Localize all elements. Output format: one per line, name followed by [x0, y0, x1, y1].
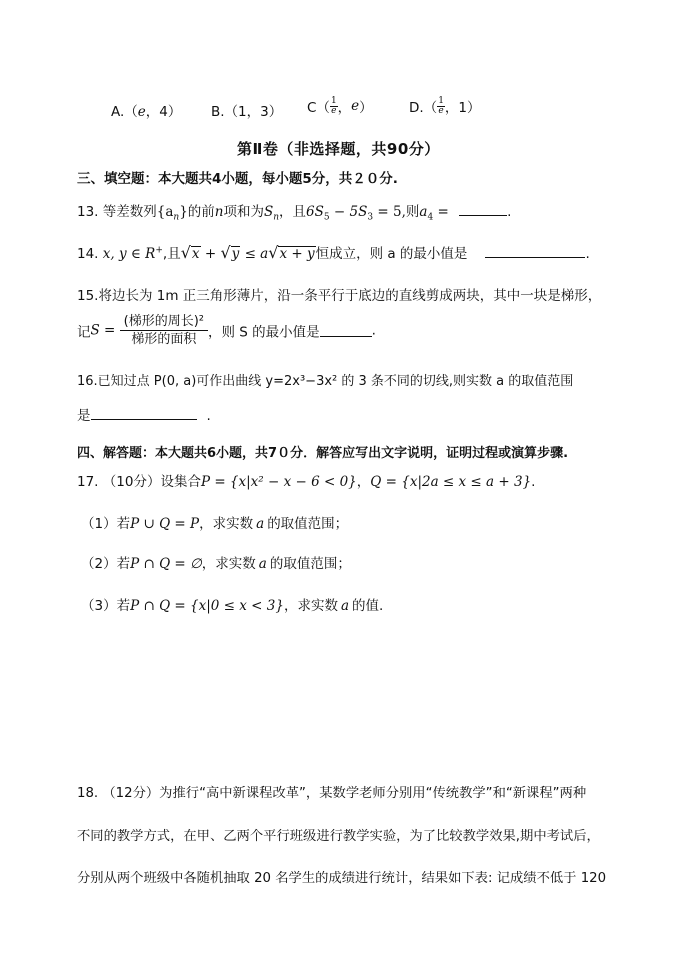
- q13-S-sub: n: [273, 212, 280, 223]
- q14-tail: 恒成立，则 a 的最小值是: [315, 246, 468, 262]
- choice-b: B.（1，3）: [211, 104, 283, 120]
- q13-mid2: 项和为: [223, 204, 264, 220]
- q14-leq: ≤ a: [240, 246, 269, 262]
- q13-then: 则: [405, 204, 420, 220]
- choice-d-label: D.（: [409, 100, 438, 116]
- q17-P-definition: P = {x|x² − x − 6 < 0}: [200, 474, 357, 490]
- choice-c-sep: ，: [337, 100, 352, 116]
- choice-c-e: e: [351, 98, 360, 114]
- q13-prefix: 13. 等差数列: [77, 204, 157, 220]
- question-18-line2: 不同的教学方式，在甲、乙两个平行班级进行教学实验，为了比较教学效果,期中考试后，: [77, 829, 600, 844]
- q14-period: .: [585, 246, 590, 262]
- question-17: [77, 470, 535, 490]
- q13-seq: {a: [156, 204, 174, 220]
- choice-c-denominator: e: [331, 105, 337, 116]
- choice-d: [409, 96, 481, 116]
- q14-comma: ,且: [162, 246, 181, 262]
- question-15-line2: [77, 313, 376, 348]
- q17-p3-end: 的值.: [352, 598, 384, 614]
- choice-c-tail: ）: [359, 100, 373, 116]
- q16-pre: 是: [77, 408, 91, 424]
- choice-c-numerator: 1: [330, 95, 337, 106]
- q14-answer-blank[interactable]: [485, 245, 585, 258]
- section2-title: 第Ⅱ卷（非选择题，共90分）: [237, 140, 440, 158]
- q17-p3-pre: （3）若: [81, 598, 131, 614]
- q17-p3-math: P ∩ Q = {x|0 ≤ x < 3}: [130, 598, 284, 614]
- q15-period: .: [371, 322, 376, 339]
- section3-heading: 三、填空题：本大题共4小题，每小题5分，共２０分.: [77, 171, 398, 187]
- q13-a4-sub: 4: [427, 212, 434, 223]
- q13-answer-blank[interactable]: [459, 203, 507, 216]
- choice-a: [111, 100, 181, 120]
- q15-S: S: [90, 322, 100, 339]
- q13-eq-sub2: 3: [367, 212, 374, 223]
- q17-p1-a: a: [256, 516, 265, 532]
- question-17-part2: [81, 552, 351, 572]
- q17-p2-pre: （2）若: [81, 556, 131, 572]
- q17-p1-math: P ∪ Q = P: [130, 516, 200, 532]
- q14-prefix: 14.: [77, 246, 99, 262]
- question-15-line1: 15.将边长为 1m 正三角形薄片，沿一条平行于底边的直线剪成两块，其中一块是梯形，: [77, 288, 602, 304]
- q13-seq-sub: n: [173, 212, 180, 223]
- choice-a-label: A.（: [111, 104, 138, 120]
- q14-sqrt-xy-sign: √: [268, 243, 279, 262]
- question-14: [77, 242, 590, 262]
- q13-eq-tail: = 5,: [373, 204, 406, 220]
- choice-a-e: e: [137, 104, 146, 120]
- q14-sqrt-xy: x + y: [279, 246, 315, 262]
- q17-p2-tail: ，求实数: [201, 556, 256, 572]
- q17-Q-definition: Q = {x|2a ≤ x ≤ a + 3}: [370, 474, 532, 490]
- q17-prefix: 17. （10分）设集合: [77, 474, 201, 490]
- choice-a-tail: ，4）: [145, 104, 182, 120]
- q17-p1-tail: ，求实数: [199, 516, 254, 532]
- q13-mid3: ，且: [279, 204, 307, 220]
- q15-answer-blank[interactable]: [320, 324, 372, 337]
- q14-sqrt-x-sign: √: [180, 243, 191, 262]
- question-17-part3: [81, 594, 383, 614]
- q13-a4: a: [419, 204, 428, 220]
- q14-plus: +: [200, 246, 221, 262]
- question-18-line3: 分别从两个班级中各随机抽取 20 名学生的成绩进行统计，结果如下表: 记成绩不低于 120: [77, 871, 607, 886]
- q13-eq-sub1: 5: [323, 212, 330, 223]
- q13-eq-mid: − 5S: [329, 204, 368, 220]
- section4-heading: 四、解答题：本大题共6小题，共7０分．解答应写出文字说明，证明过程或演算步骤.: [77, 446, 569, 461]
- q14-vars: x, y ∈ R: [102, 246, 156, 262]
- q13-a4-eq: =: [433, 204, 454, 220]
- choice-d-tail: ，1）: [444, 100, 481, 116]
- choice-d-fraction: [437, 97, 445, 116]
- q14-sqrt-x: x: [191, 246, 200, 262]
- choice-d-numerator: 1: [438, 95, 444, 106]
- q17-p3-a: a: [340, 598, 350, 614]
- q17-p2-end: 的取值范围；: [269, 556, 351, 572]
- q17-p3-tail: ，求实数: [283, 598, 338, 614]
- q16-answer-blank[interactable]: [91, 407, 197, 420]
- q15-numerator: (梯形的周长)²: [120, 313, 208, 331]
- q13-n: n: [214, 204, 224, 220]
- q17-sep: ，: [356, 474, 371, 490]
- q13-mid: 的前: [187, 204, 215, 220]
- q17-p2-math: P ∩ Q = ∅: [130, 556, 202, 572]
- q13-period: .: [507, 204, 512, 220]
- q14-vars-sup: +: [155, 245, 163, 256]
- q17-end: .: [531, 474, 536, 490]
- q14-sqrt-y: y: [231, 246, 240, 262]
- question-16-line1: 16.已知过点 P(0, a)可作出曲线 y=2x³−3x² 的 3 条不同的切线,则实数 a 的取值范围: [77, 374, 574, 389]
- q17-p1-end: 的取值范围；: [267, 516, 349, 532]
- question-13: [77, 200, 511, 223]
- question-17-part1: [81, 512, 348, 532]
- q15-denominator: 梯形的面积: [131, 332, 197, 347]
- q15-pre: 记: [77, 324, 91, 341]
- q14-sqrt-y-sign: √: [220, 243, 231, 262]
- choice-c: [307, 96, 373, 116]
- choice-d-denominator: e: [438, 105, 444, 116]
- q13-seq-close: }: [179, 204, 188, 220]
- q15-eq: =: [99, 322, 120, 339]
- choice-c-fraction: [330, 97, 338, 116]
- choice-c-label: C（: [307, 100, 330, 116]
- question-16-line2: [77, 404, 211, 424]
- q17-p1-pre: （1）若: [81, 516, 131, 532]
- q16-period: .: [206, 408, 211, 424]
- q15-fraction: [120, 313, 208, 348]
- q13-S: S: [264, 204, 274, 220]
- question-18-line1: 18. （12分）为推行“高中新课程改革”，某数学老师分别用“传统教学”和“新课程”两种: [77, 786, 587, 801]
- q15-tail: ，则 S 的最小值是: [208, 324, 320, 341]
- q13-eq: 6S: [306, 204, 324, 220]
- q17-p2-a: a: [258, 556, 267, 572]
